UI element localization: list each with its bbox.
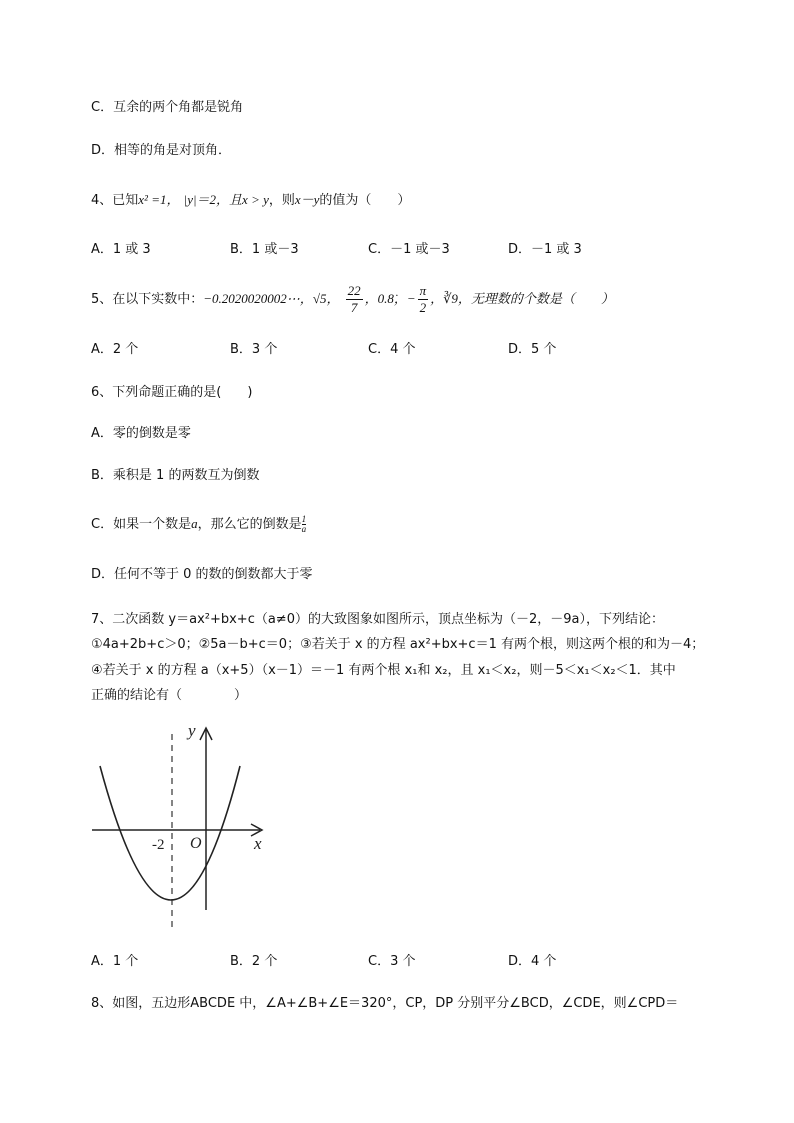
q6-option-c-den: a	[301, 524, 307, 534]
q6-option-c-text: C．如果一个数是	[91, 517, 192, 532]
q4-option-d: D．－1 或 3	[508, 242, 582, 257]
q3-option-c: C．互余的两个角都是锐角	[91, 100, 244, 115]
q5-prefix: 5、在以下实数中：	[91, 292, 204, 307]
q4-option-b: B．1 或－3	[230, 242, 299, 257]
q4-prefix: 4、已知	[91, 193, 139, 208]
q3-option-d: D．相等的角是对顶角．	[91, 143, 232, 158]
q4-expr: x－y	[294, 192, 320, 207]
q5-option-a: A．2 个	[91, 342, 139, 357]
q5-option-b: B．3 个	[230, 342, 278, 357]
q5-pi-den: 2	[419, 300, 427, 315]
q4-cond1: x² =1，	[138, 192, 180, 207]
x-label: x	[254, 834, 262, 853]
y-label: y	[188, 721, 196, 740]
q5-option-c: C．4 个	[368, 342, 416, 357]
q7-line1: 7、二次函数 y＝ax²+bx+c（a≠0）的大致图象如图所示，顶点坐标为（－2，－9a），下列结论：	[91, 612, 664, 627]
q5-stem	[91, 280, 614, 319]
parabola-curve	[100, 766, 240, 900]
q6-option-d: D．任何不等于 0 的数的倒数都大于零	[91, 567, 313, 582]
q4-cond4: ，则	[268, 193, 295, 208]
q7-line4: 正确的结论有（ ）	[91, 688, 248, 703]
q6-option-c-num: 1	[301, 514, 307, 524]
q6-stem: 6、下列命题正确的是( )	[91, 385, 253, 400]
q4-option-c: C．－1 或－3	[368, 242, 450, 257]
vertex-x-label: -2	[152, 837, 165, 853]
q5-option-d: D．5 个	[508, 342, 557, 357]
q5-n2: √5，	[312, 291, 340, 306]
q5-n1: −0.2020020002⋯，	[203, 291, 313, 306]
q4-cond2: |y|＝2，且	[183, 192, 243, 207]
origin-label: O	[190, 835, 202, 852]
q7-option-c: C．3 个	[368, 954, 416, 969]
q5-fraction	[346, 283, 363, 316]
q8-stem: 8、如图，五边形ABCDE 中，∠A+∠B+∠E＝320°，CP，DP 分别平分∠BCD，∠CDE，则∠CPD＝	[91, 996, 679, 1011]
q7-line3: ④若关于 x 的方程 a（x+5）（x－1）＝－1 有两个根 x₁和 x₂，且 x₁＜x₂，则－5＜x₁＜x₂＜1．其中	[91, 663, 676, 678]
q4-suffix: 的值为（ ）	[319, 193, 411, 208]
q5-n3: ，0.8̇，−	[364, 291, 416, 306]
q5-n4: ，∛9，无理数的个数是（ ）	[430, 291, 614, 306]
q6-option-b: B．乘积是 1 的两数互为倒数	[91, 468, 260, 483]
q7-line2: ①4a+2b+c＞0；②5a－b+c＝0；③若关于 x 的方程 ax²+bx+c＝1 有两个根，则这两个根的和为－4；	[91, 637, 705, 652]
q5-pi-fraction	[418, 283, 429, 316]
q6-option-a: A．零的倒数是零	[91, 426, 191, 441]
q6-option-c-fraction	[302, 515, 307, 534]
q4-stem	[91, 190, 410, 211]
q6-option-c-var: a	[191, 516, 198, 531]
q6-option-c	[91, 514, 306, 535]
q7-option-d: D．4 个	[508, 954, 557, 969]
q4-option-a: A．1 或 3	[91, 242, 151, 257]
q5-pi-num: π	[419, 283, 427, 298]
q7-option-b: B．2 个	[230, 954, 278, 969]
q6-option-c-mid: ，那么它的倒数是	[197, 517, 302, 532]
q4-cond3: x > y	[242, 192, 269, 207]
q5-frac-num: 22	[347, 283, 361, 298]
q7-option-a: A．1 个	[91, 954, 139, 969]
parabola-graph	[88, 718, 268, 932]
q5-frac-den: 7	[350, 300, 358, 315]
